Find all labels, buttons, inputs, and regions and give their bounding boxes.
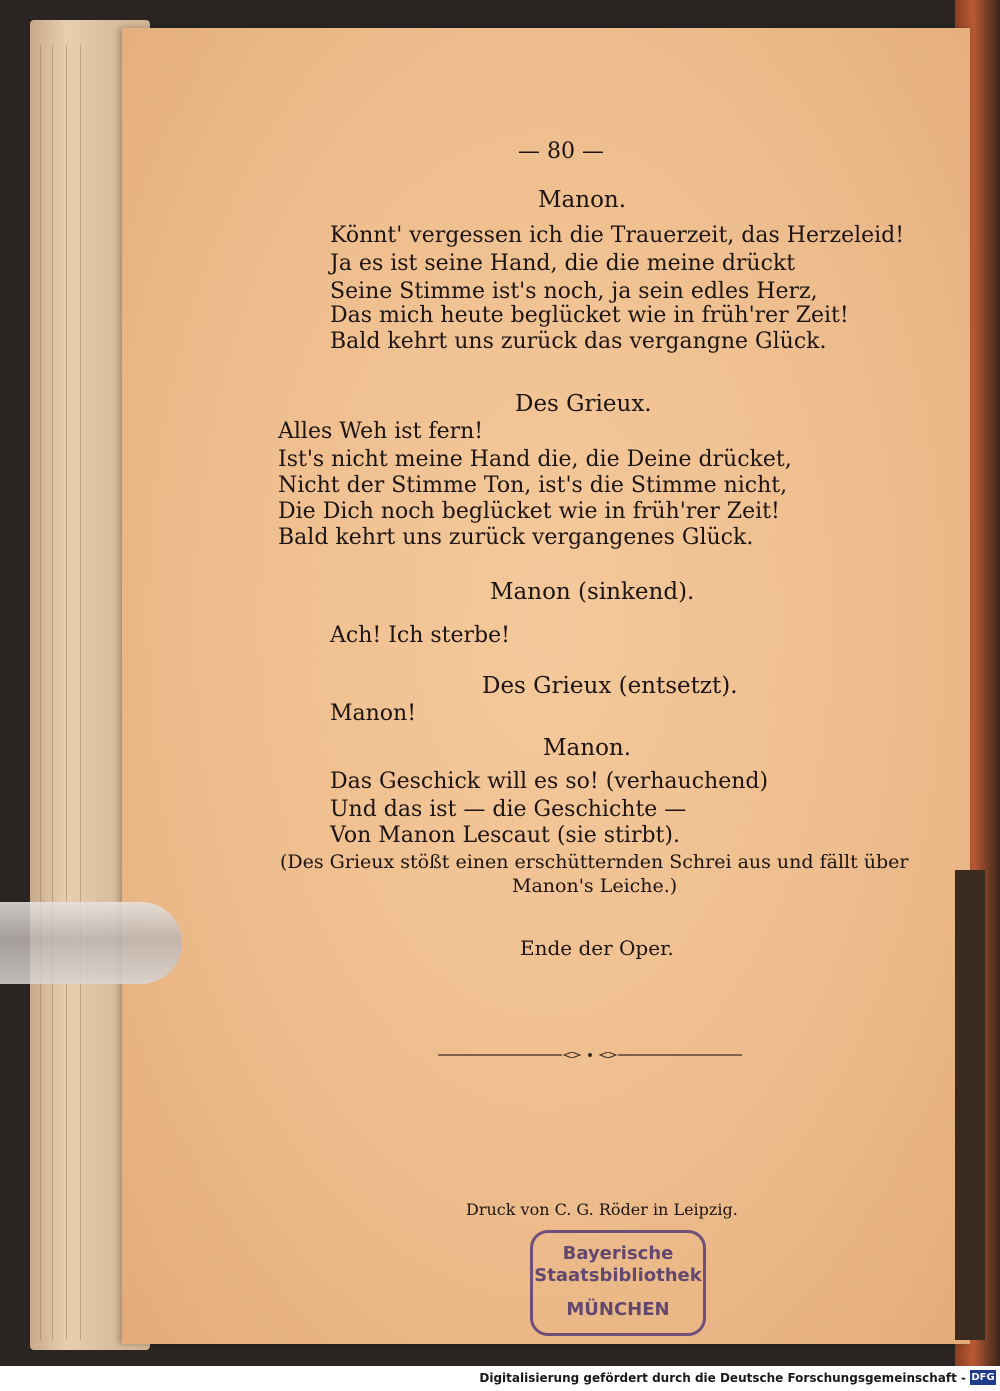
stamp-line: Staatsbibliothek	[534, 1265, 702, 1286]
verse-line: Das mich heute beglücket wie in früh'rer Zeit!	[330, 303, 849, 328]
verse-line: Manon!	[330, 701, 417, 726]
verse-line: Bald kehrt uns zurück das vergangne Glück.	[330, 329, 827, 354]
verse-line: Könnt' vergessen ich die Trauerzeit, das Herzeleid!	[330, 223, 905, 248]
verse-line: Bald kehrt uns zurück vergangenes Glück.	[278, 525, 754, 550]
verse-line: Ach! Ich sterbe!	[330, 623, 510, 648]
library-stamp	[530, 1230, 706, 1336]
verse-line: Ist's nicht meine Hand die, die Deine drücket,	[278, 447, 792, 472]
torn-edge	[955, 870, 985, 1340]
verse-line: Nicht der Stimme Ton, ist's die Stimme nicht,	[278, 473, 788, 498]
stamp-line: MÜNCHEN	[566, 1299, 670, 1320]
speaker-heading: Des Grieux.	[515, 391, 652, 417]
footer-credit: Digitalisierung gefördert durch die Deutsche Forschungsgemeinschaft -	[479, 1371, 966, 1385]
verse-line: Und das ist — die Geschichte —	[330, 797, 687, 822]
verse-line: Die Dich noch beglücket wie in früh'rer Zeit!	[278, 499, 780, 524]
verse-line: Das Geschick will es so! (verhauchend)	[330, 769, 769, 794]
speaker-heading: Manon.	[538, 187, 627, 213]
speaker-heading: Des Grieux (entsetzt).	[482, 673, 738, 699]
dfg-logo: DFG	[971, 1372, 995, 1383]
stage-direction: (Des Grieux stößt einen erschütternden Schrei aus und fällt über	[280, 851, 909, 873]
printer-line: Druck von C. G. Röder in Leipzig.	[466, 1200, 738, 1219]
page-number: — 80 —	[518, 139, 604, 164]
verse-line: Alles Weh ist fern!	[278, 419, 484, 444]
verse-line: Seine Stimme ist's noch, ja sein edles Herz,	[330, 279, 818, 304]
verse-line: Von Manon Lescaut (sie stirbt).	[330, 823, 680, 848]
end-of-opera: Ende der Oper.	[520, 936, 674, 960]
glass-clip	[0, 902, 182, 984]
speaker-heading: Manon (sinkend).	[490, 579, 695, 605]
stage-direction: Manon's Leiche.)	[512, 875, 678, 897]
footer-bar	[0, 1366, 1000, 1391]
ornament-rule	[438, 1052, 742, 1058]
stamp-line: Bayerische	[562, 1243, 674, 1264]
speaker-heading: Manon.	[543, 735, 632, 761]
verse-line: Ja es ist seine Hand, die die meine drückt	[330, 251, 796, 276]
